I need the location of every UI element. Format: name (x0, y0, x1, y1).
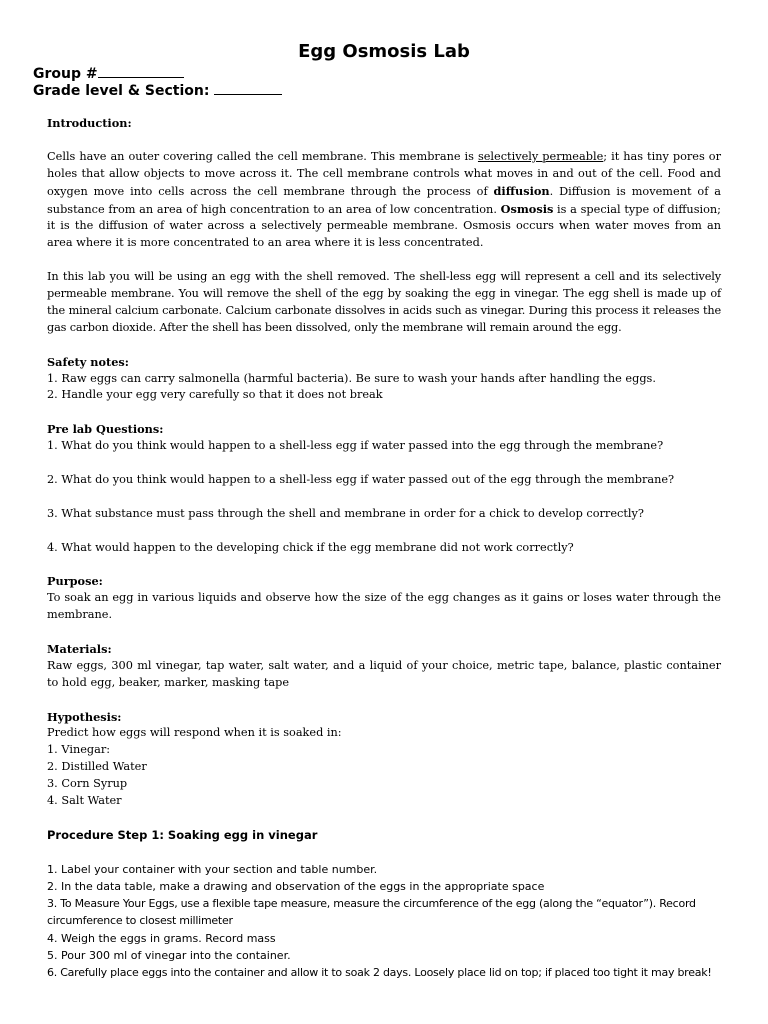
grade-blank[interactable] (214, 81, 282, 95)
purpose-heading: Purpose: (47, 574, 103, 589)
materials-heading: Materials: (47, 641, 112, 656)
prelab-heading: Pre lab Questions: (47, 422, 164, 437)
procedure-step: 5. Pour 300 ml of vinegar into the container. (47, 948, 291, 962)
safety-item: 2. Handle your egg very carefully so that it does not break (47, 388, 383, 402)
intro-p1-part-a: Cells have an outer covering called the cell membrane. This membrane is (47, 149, 478, 163)
purpose-text: To soak an egg in various liquids and observe how the size of the egg changes as it gains or loses water through the membrane. (47, 591, 721, 622)
intro-p1-part-c: . Diffusion is movement of a substance from an area of high concentration to an area of low concentration. (47, 184, 721, 216)
hypothesis-item: 1. Vinegar: (47, 743, 111, 757)
procedure-step: 4. Weigh the eggs in grams. Record mass (47, 931, 276, 945)
worksheet-content (47, 115, 721, 981)
term-osmosis: Osmosis (500, 201, 554, 216)
procedure-steps (47, 861, 721, 981)
group-label: Group # (33, 66, 98, 82)
procedure-step: 3. To Measure Your Eggs, use a flexible tape measure, measure the circumference of the egg (along the “equator”). Record circumference to closest millimeter (47, 897, 696, 928)
hypothesis-heading: Hypothesis: (47, 709, 122, 724)
prelab-question: 3. What substance must pass through the shell and membrane in order for a chick to develop correctly? (47, 506, 644, 520)
materials-text: Raw eggs, 300 ml vinegar, tap water, salt water, and a liquid of your choice, metric tape, balance, plastic container to hold egg, beaker, marker, masking tape (47, 658, 721, 689)
grade-label: Grade level & Section: (33, 83, 210, 99)
intro-paragraph-1 (47, 149, 721, 252)
hypothesis-item: 3. Corn Syrup (47, 777, 128, 791)
group-blank[interactable] (98, 64, 184, 78)
prelab-question: 1. What do you think would happen to a shell-less egg if water passed into the egg through the membrane? (47, 439, 664, 453)
term-selectively-permeable: selectively permeable (477, 149, 604, 163)
intro-p1-part-b: ; it has tiny pores or holes that allow objects to move across it. The cell membrane controls what moves in and out of the cell. Food and oxygen move into cells across the cell membrane through the process of (47, 149, 721, 198)
intro-p1-part-d: is a special type of diffusion; it is the diffusion of water across a selectively permeable membrane. Osmosis occurs when water moves from an area where it is more concentrated to an area where it is less concentrated. (47, 202, 721, 250)
term-diffusion: diffusion (493, 183, 550, 198)
intro-heading: Introduction: (47, 116, 132, 130)
grade-line (33, 81, 282, 100)
hypothesis-intro: Predict how eggs will respond when it is soaked in: (47, 726, 342, 740)
intro-paragraph-2: In this lab you will be using an egg with the shell removed. The shell-less egg will represent a cell and its selectively permeable membrane. You will remove the shell of the egg by soaking the egg in vinegar. The egg shell is made up of the mineral calcium carbonate. Calcium carbonate dissolves in acids such as vinegar. During this process it releases the gas carbon dioxide. After the shell has been dissolved, only the membrane will remain around the egg. (47, 270, 721, 334)
prelab-question: 2. What do you think would happen to a shell-less egg if water passed out of the egg through the membrane? (47, 472, 675, 486)
safety-item: 1. Raw eggs can carry salmonella (harmful bacteria). Be sure to wash your hands after handling the eggs. (47, 371, 656, 385)
safety-heading: Safety notes: (47, 354, 129, 369)
procedure-heading: Procedure Step 1: Soaking egg in vinegar (47, 827, 318, 842)
procedure-step: 2. In the data table, make a drawing and observation of the eggs in the appropriate space (47, 879, 545, 893)
document-title: Egg Osmosis Lab (298, 41, 470, 62)
prelab-question: 4. What would happen to the developing chick if the egg membrane did not work correctly? (47, 540, 574, 554)
procedure-step: 6. Carefully place eggs into the container and allow it to soak 2 days. Loosely place lid on top; if placed too tight it may break! (47, 966, 712, 979)
hypothesis-item: 2. Distilled Water (47, 760, 147, 774)
hypothesis-item: 4. Salt Water (47, 794, 122, 808)
procedure-step: 1. Label your container with your section and table number. (47, 862, 378, 876)
